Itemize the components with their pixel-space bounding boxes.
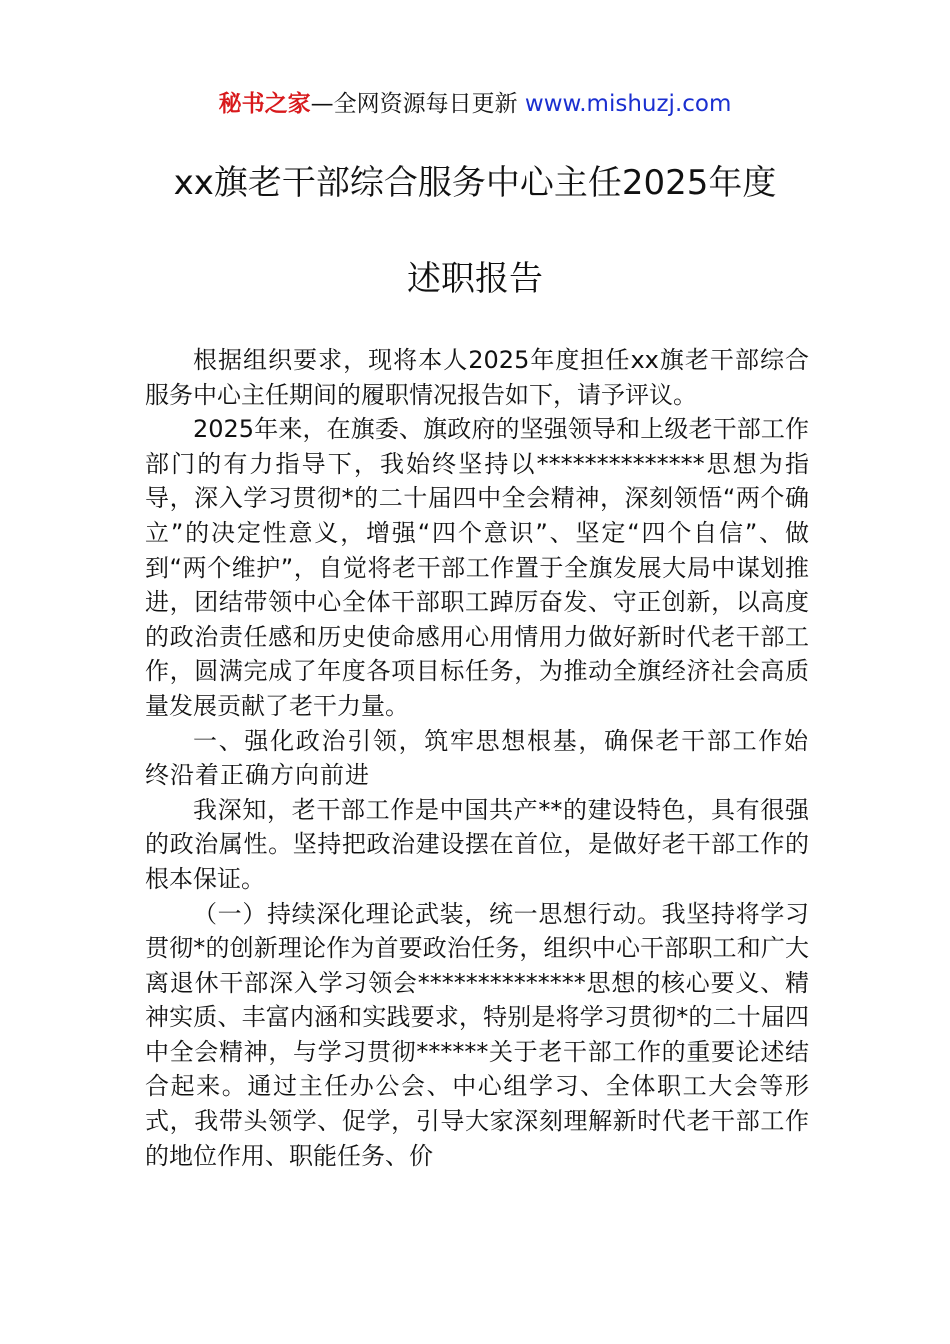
document-title-line2: 述职报告 [407, 259, 543, 299]
section-heading-1: 一、强化政治引领，筑牢思想根基，确保老干部工作始终沿着正确方向前进 [145, 726, 809, 790]
paragraph-overview: 2025年来，在旗委、旗政府的坚强领导和上级老干部工作部门的有力指导下，我始终坚持以**************思想为指导，深入学习贯彻*的二十届四中全会精神，深刻领悟“两个确立”的决定性意义，增强“四个意识”、坚定“四个自信”、做到“两个维护”，自觉将老干部工作置于全旗发展大局中谋划推进，团结带领中心全体干部职工踔厉奋发、守正创新，以高度的政治责任感和历史使命感用心用情用力做好新时代老干部工作，圆满完成了年度各项目标任务，为推动全旗经济社会高质量发展贡献了老干力量。 [145, 415, 809, 720]
paragraph-section-1-intro: 我深知，老干部工作是中国共产**的建设特色，具有很强的政治属性。坚持把政治建设摆在首位，是做好老干部工作的根本保证。 [145, 795, 809, 893]
site-url-link[interactable]: www.mishuzj.com [524, 91, 732, 117]
document-body [145, 343, 809, 1173]
brand-name: 秘书之家 [218, 91, 311, 117]
paragraph-intro: 根据组织要求，现将本人2025年度担任xx旗老干部综合服务中心主任期间的履职情况报告如下，请予评议。 [145, 346, 809, 409]
site-header [0, 88, 950, 120]
paragraph-subsection-1: （一）持续深化理论武装，统一思想行动。我坚持将学习贯彻*的创新理论作为首要政治任务，组织中心干部职工和广大离退休干部深入学习领会**************思想的核心要义、精神实质、丰富内涵和实践要求，特别是将学习贯彻*的二十届四中全会精神，与学习贯彻******关于老干部工作的重要论述结合起来。通过主任办公会、中心组学习、全体职工大会等形式，我带头领学、促学，引导大家深刻理解新时代老干部工作的地位作用、职能任务、价 [145, 899, 809, 1170]
header-tagline: —全网资源每日更新 [310, 91, 525, 117]
document-title: xx旗老干部综合服务中心主任2025年度 [173, 163, 777, 203]
